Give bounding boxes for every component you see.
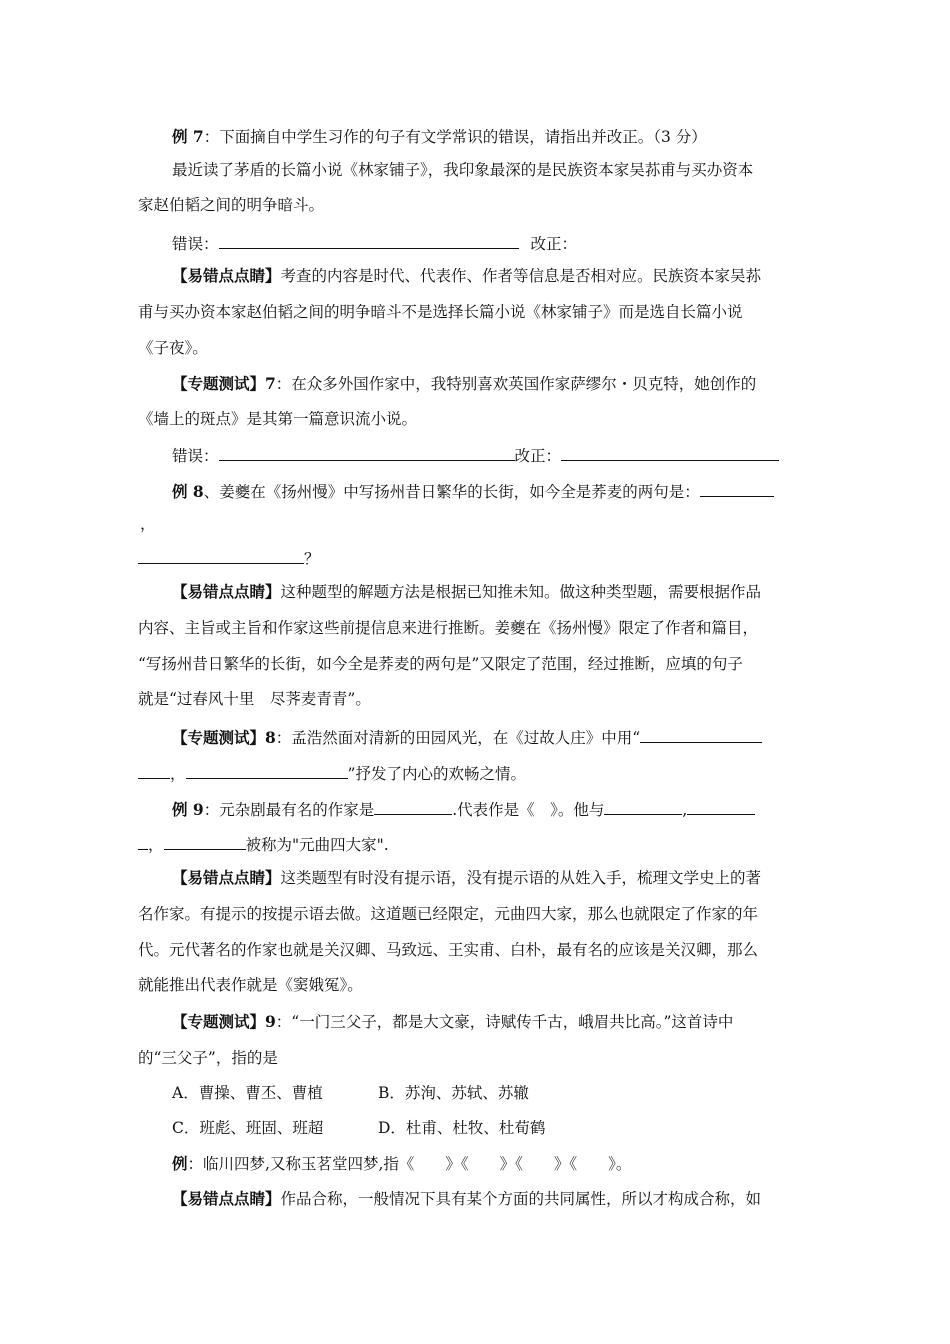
- tip-7-line: 《子夜》。: [138, 339, 208, 357]
- test-label: 【专题测试】9: [172, 1012, 276, 1031]
- example-label: 例 8: [172, 482, 204, 501]
- test-8-line: 【专题测试】8：孟浩然面对清新的田园风光，在《过故人庄》中用“: [172, 726, 762, 748]
- example-8-comma: ，: [140, 515, 156, 533]
- example-8-prompt: 例 8、姜夔在《扬州慢》中写扬州昔日繁华的长街，如今全是荞麦的两句是：: [172, 480, 774, 502]
- example-7-passage-line: 最近读了茅盾的长篇小说《林家铺子》，我印象最深的是民族资本家吴荪甫与买办资本: [172, 161, 754, 179]
- answer-blank[interactable]: [687, 798, 755, 815]
- option-c[interactable]: C．班彪、班固、班超: [172, 1119, 324, 1137]
- tip-9-line: 代。元代著名的作家也就是关汉卿、马致远、王实甫、白朴，最有名的应该是关汉卿，那么: [138, 941, 759, 959]
- test-7-line: 《墙上的斑点》是其第一篇意识流小说。: [138, 410, 418, 428]
- option-a[interactable]: A．曹操、曹丕、曹植: [172, 1084, 323, 1102]
- tip-8-line: “写扬州昔日繁华的长街，如今全是荞麦的两句是”又限定了范围，经过推断，应填的句子: [138, 655, 743, 673]
- answer-blank[interactable]: [186, 762, 348, 779]
- tip-label: 【易错点点睛】: [172, 582, 281, 601]
- answer-blank[interactable]: [138, 762, 170, 779]
- answer-blank[interactable]: [700, 480, 774, 497]
- tip-7-line: 甫与买办资本家赵伯韬之间的明争暗斗不是选择长篇小说《林家铺子》而是选自长篇小说: [138, 303, 743, 321]
- option-d[interactable]: D．杜甫、杜牧、杜荀鹤: [378, 1119, 546, 1137]
- example-label: 例 7: [172, 127, 204, 146]
- test-label: 【专题测试】7: [172, 374, 276, 393]
- tip-label: 【易错点点睛】: [172, 266, 281, 285]
- example-7-prompt: 例 7：下面摘自中学生习作的句子有文学常识的错误，请指出并改正。（3 分）: [172, 127, 707, 146]
- test-8-line: ， ”抒发了内心的欢畅之情。: [138, 762, 526, 784]
- example-label: 例: [172, 1154, 188, 1173]
- tip-8-line: 【易错点点睛】这种题型的解题方法是根据已知推未知。做这种类型题，需要根据作品: [172, 582, 762, 601]
- example-9-prompt: 例 9：元杂剧最有名的作家是 .代表作是《 》。他与 ,: [172, 798, 755, 820]
- answer-blank[interactable]: [374, 798, 452, 815]
- tip-8-line: 内容、主旨或主旨和作家这些前提信息来进行推断。姜夔在《扬州慢》限定了作者和篇目，: [138, 619, 759, 637]
- example-7-passage-line: 家赵伯韬之间的明争暗斗。: [138, 196, 325, 214]
- test-7-line: 【专题测试】7：在众多外国作家中，我特别喜欢英国作家萨缪尔・贝克特，她创作的: [172, 374, 757, 393]
- example-label: 例 9: [172, 800, 204, 819]
- test-9-line: 的“三父子”，指的是: [138, 1049, 278, 1067]
- tip-9-line: 【易错点点睛】这类题型有时没有提示语，没有提示语的从姓入手，梳理文学史上的著: [172, 868, 762, 887]
- example-10-prompt: 例：临川四梦,又称玉茗堂四梦,指《 》《 》《 》《 》。: [172, 1154, 632, 1173]
- fix-blank[interactable]: [561, 444, 779, 461]
- error-blank[interactable]: [219, 444, 515, 461]
- example-9-line: ， 被称为"元曲四大家".: [138, 833, 389, 855]
- answer-blank[interactable]: [138, 833, 148, 850]
- tip-9-line: 名作家。有提示的按提示语去做。这道题已经限定，元曲四大家，那么也就限定了作家的年: [138, 905, 759, 923]
- tip-8-line: 就是“过春风十里 尽荠麦青青”。: [138, 690, 371, 708]
- error-blank[interactable]: [219, 232, 519, 249]
- tip-10-line: 【易错点点睛】作品合称，一般情况下具有某个方面的共同属性，所以才构成合称，如: [172, 1189, 762, 1208]
- tip-7-line: 【易错点点睛】考查的内容是时代、代表作、作者等信息是否相对应。民族资本家吴荪: [172, 266, 762, 285]
- test-9-line: 【专题测试】9：“一门三父子，都是大文豪，诗赋传千古，峨眉共比高。”这首诗中: [172, 1012, 734, 1031]
- test-label: 【专题测试】8: [172, 728, 276, 747]
- answer-blank[interactable]: [138, 547, 304, 564]
- answer-blank[interactable]: [640, 726, 762, 743]
- tip-9-line: 就能推出代表作就是《窦娥冤》。: [138, 976, 363, 994]
- example-7-answer-line: 错误： 改正：: [172, 232, 577, 254]
- option-b[interactable]: B．苏洵、苏轼、苏辙: [378, 1084, 529, 1102]
- tip-label: 【易错点点睛】: [172, 868, 281, 887]
- example-8-answer-line: ？: [138, 547, 320, 569]
- test-7-answer-line: 错误： 改正：: [172, 444, 779, 466]
- answer-blank[interactable]: [604, 798, 682, 815]
- tip-label: 【易错点点睛】: [172, 1189, 281, 1208]
- answer-blank[interactable]: [164, 833, 246, 850]
